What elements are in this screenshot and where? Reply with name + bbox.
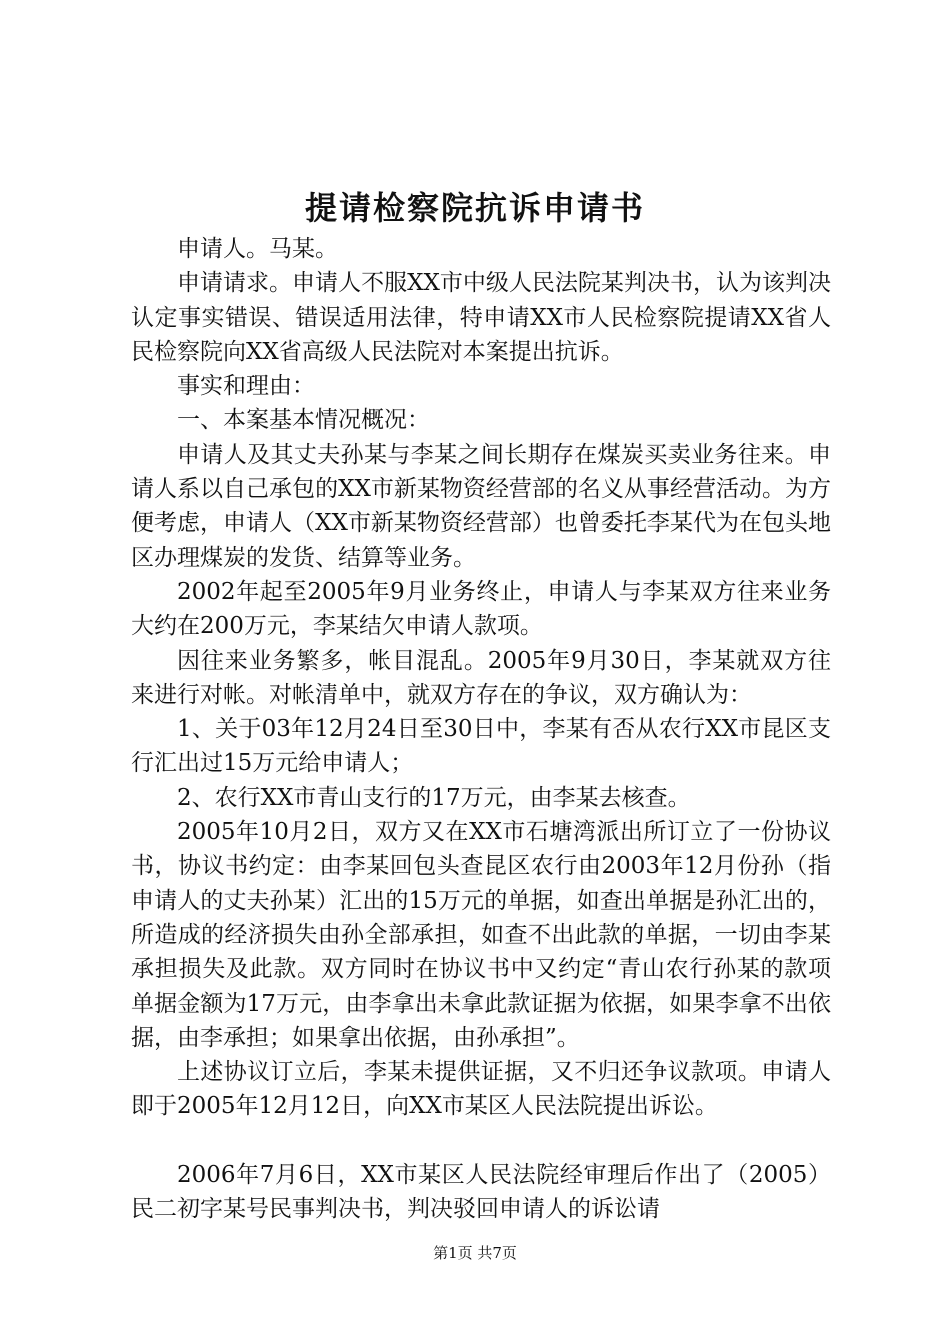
paragraph-reconciliation: 因往来业务繁多，帐目混乱。2005年9月30日，李某就双方往来进行对帐。对帐清单中，就双方存在的争议，双方确认为： [131,647,831,708]
paragraph-facts-heading: 事实和理由： [177,373,315,400]
paragraph-background: 申请人及其丈夫孙某与李某之间长期存在煤炭买卖业务往来。申请人系以自己承包的XX市新某物资经营部的名义从事经营活动。为方便考虑，申请人（XX市新某物资经营部）也曾委托李某代为在包头地区办理煤炭的发货、结算等业务。 [131,441,831,571]
paragraph-agreement: 2005年10月2日，双方又在XX市石塘湾派出所订立了一份协议书，协议书约定：由李某回包头查昆区农行由2003年12月份孙（指申请人的丈夫孙某）汇出的15万元的单据，如查出单据是孙汇出的，所造成的经济损失由孙全部承担，如查不出此款的单据，一切由李某承担损失及此款。双方同时在协议书中又约定“青山农行孙某的款项单据金额为17万元，由李拿出未拿此款证据为依据，如果李拿不出依据，由李承担；如果拿出依据，由孙承担”。 [131,819,831,1051]
paragraph-business-period: 2002年起至2005年9月业务终止，申请人与李某双方往来业务大约在200万元，李某结欠申请人款项。 [131,578,831,640]
page-footer: 第1页 共7页 [433,1244,517,1262]
document-title: 提请检察院抗诉申请书 [304,189,645,227]
paragraph-item-2: 2、农行XX市青山支行的17万元，由李某去核查。 [177,784,691,811]
paragraph-request: 申请请求。申请人不服XX市中级人民法院某判决书，认为该判决认定事实错误、错误适用法律，特申请XX市人民检察院提请XX省人民检察院向XX省高级人民法院对本案提出抗诉。 [131,270,831,365]
paragraph-applicant: 申请人。马某。 [177,236,338,262]
paragraph-section-heading: 一、本案基本情况概况： [177,407,430,434]
paragraph-lawsuit: 上述协议订立后，李某未提供证据，又不归还争议款项。申请人即于2005年12月12日，向XX市某区人民法院提出诉讼。 [131,1059,831,1120]
document-body [131,232,831,1226]
paragraph-judgment: 2006年7月6日，XX市某区人民法院经审理后作出了（2005）民二初字某号民事判决书，判决驳回申请人的诉讼请 [131,1161,831,1223]
paragraph-item-1: 1、关于03年12月24日至30日中，李某有否从农行XX市昆区支行汇出过15万元给申请人； [131,716,831,777]
